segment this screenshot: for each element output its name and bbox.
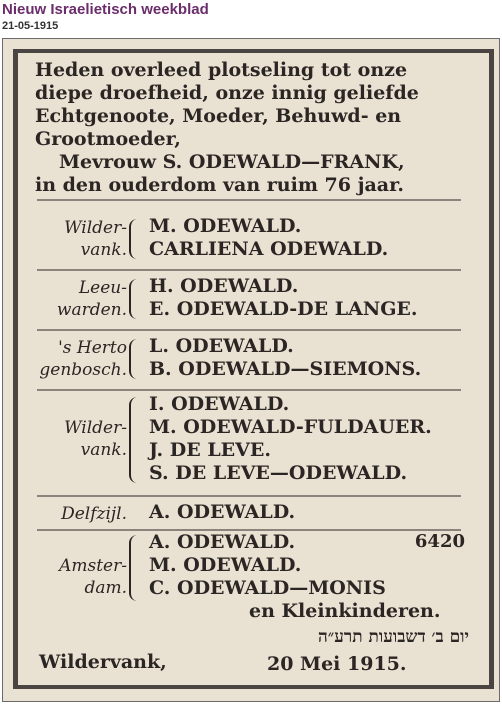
publication-title: Nieuw Israelietisch weekblad	[2, 1, 209, 18]
family-member: H. ODEWALD.	[149, 275, 299, 297]
advertisement-number: 6420	[414, 531, 465, 552]
place-name: Wilder- vank.	[64, 418, 127, 460]
closing-date: 20 Mei 1915.	[267, 653, 407, 675]
family-group	[27, 501, 483, 527]
family-member: C. ODEWALD—MONIS	[149, 577, 386, 599]
place-name: Amster- dam.	[59, 556, 127, 598]
family-member: M. ODEWALD.	[149, 215, 302, 237]
page-header	[2, 0, 500, 33]
separator-line	[37, 329, 461, 331]
family-group	[27, 335, 483, 385]
border-rule-bottom	[13, 685, 494, 689]
place-name: 's Herto genbosch.	[39, 338, 127, 380]
brace	[129, 397, 145, 483]
family-member: L. ODEWALD.	[149, 335, 294, 357]
place-name: Wilder- vank.	[64, 218, 127, 260]
place-name: Leeu- warden.	[56, 278, 127, 320]
separator-line	[37, 269, 461, 271]
family-group	[27, 393, 483, 489]
announcement-intro	[35, 59, 481, 197]
names-list	[149, 393, 489, 485]
family-member: M. ODEWALD.	[149, 554, 302, 576]
names-list	[149, 335, 489, 381]
separator-line	[37, 199, 461, 201]
family-member: A. ODEWALD.	[149, 531, 296, 553]
family-member: A. ODEWALD.	[149, 501, 296, 523]
family-member: M. ODEWALD-FULDAUER.	[149, 416, 432, 438]
brace	[129, 279, 145, 319]
hebrew-date: יום ב׳ דשבועות תרע״ה	[318, 627, 469, 647]
family-member: S. DE LEVE—ODEWALD.	[149, 462, 408, 484]
place-name: Delfzijl.	[61, 504, 127, 524]
publication-date: 21-05-1915	[2, 20, 59, 32]
intro-line: Heden overleed plotseling tot onze	[35, 59, 408, 81]
intro-line: Grootmoeder,	[35, 128, 181, 150]
family-member: B. ODEWALD—SIEMONS.	[149, 358, 422, 380]
intro-line: Echtgenoote, Moeder, Behuwd- en	[35, 105, 402, 127]
names-list	[149, 215, 489, 261]
family-member: I. ODEWALD.	[149, 393, 290, 415]
border-rule-top	[13, 49, 494, 53]
intro-line: in den ouderdom van ruim 76 jaar.	[35, 174, 404, 196]
deceased-name: Mevrouw S. ODEWALD—FRANK,	[59, 151, 405, 173]
family-member: E. ODEWALD-DE LANGE.	[149, 298, 418, 320]
family-group	[27, 215, 483, 265]
names-list	[149, 275, 489, 321]
border-rule-right	[489, 53, 494, 689]
family-group	[27, 531, 483, 627]
intro-line: diepe droefheid, onze innig geliefde	[35, 82, 419, 104]
family-group	[27, 275, 483, 325]
brace	[129, 339, 145, 379]
brace	[129, 219, 145, 259]
newspaper-clipping	[2, 38, 500, 702]
border-rule-left	[13, 53, 18, 689]
family-member: J. DE LEVE.	[149, 439, 271, 461]
separator-line	[37, 495, 461, 497]
separator-line	[37, 389, 461, 391]
brace	[129, 535, 145, 601]
closing-place: Wildervank,	[39, 651, 167, 673]
family-member: en Kleinkinderen.	[249, 600, 441, 622]
family-member: CARLIENA ODEWALD.	[149, 238, 389, 260]
names-list	[149, 501, 489, 524]
